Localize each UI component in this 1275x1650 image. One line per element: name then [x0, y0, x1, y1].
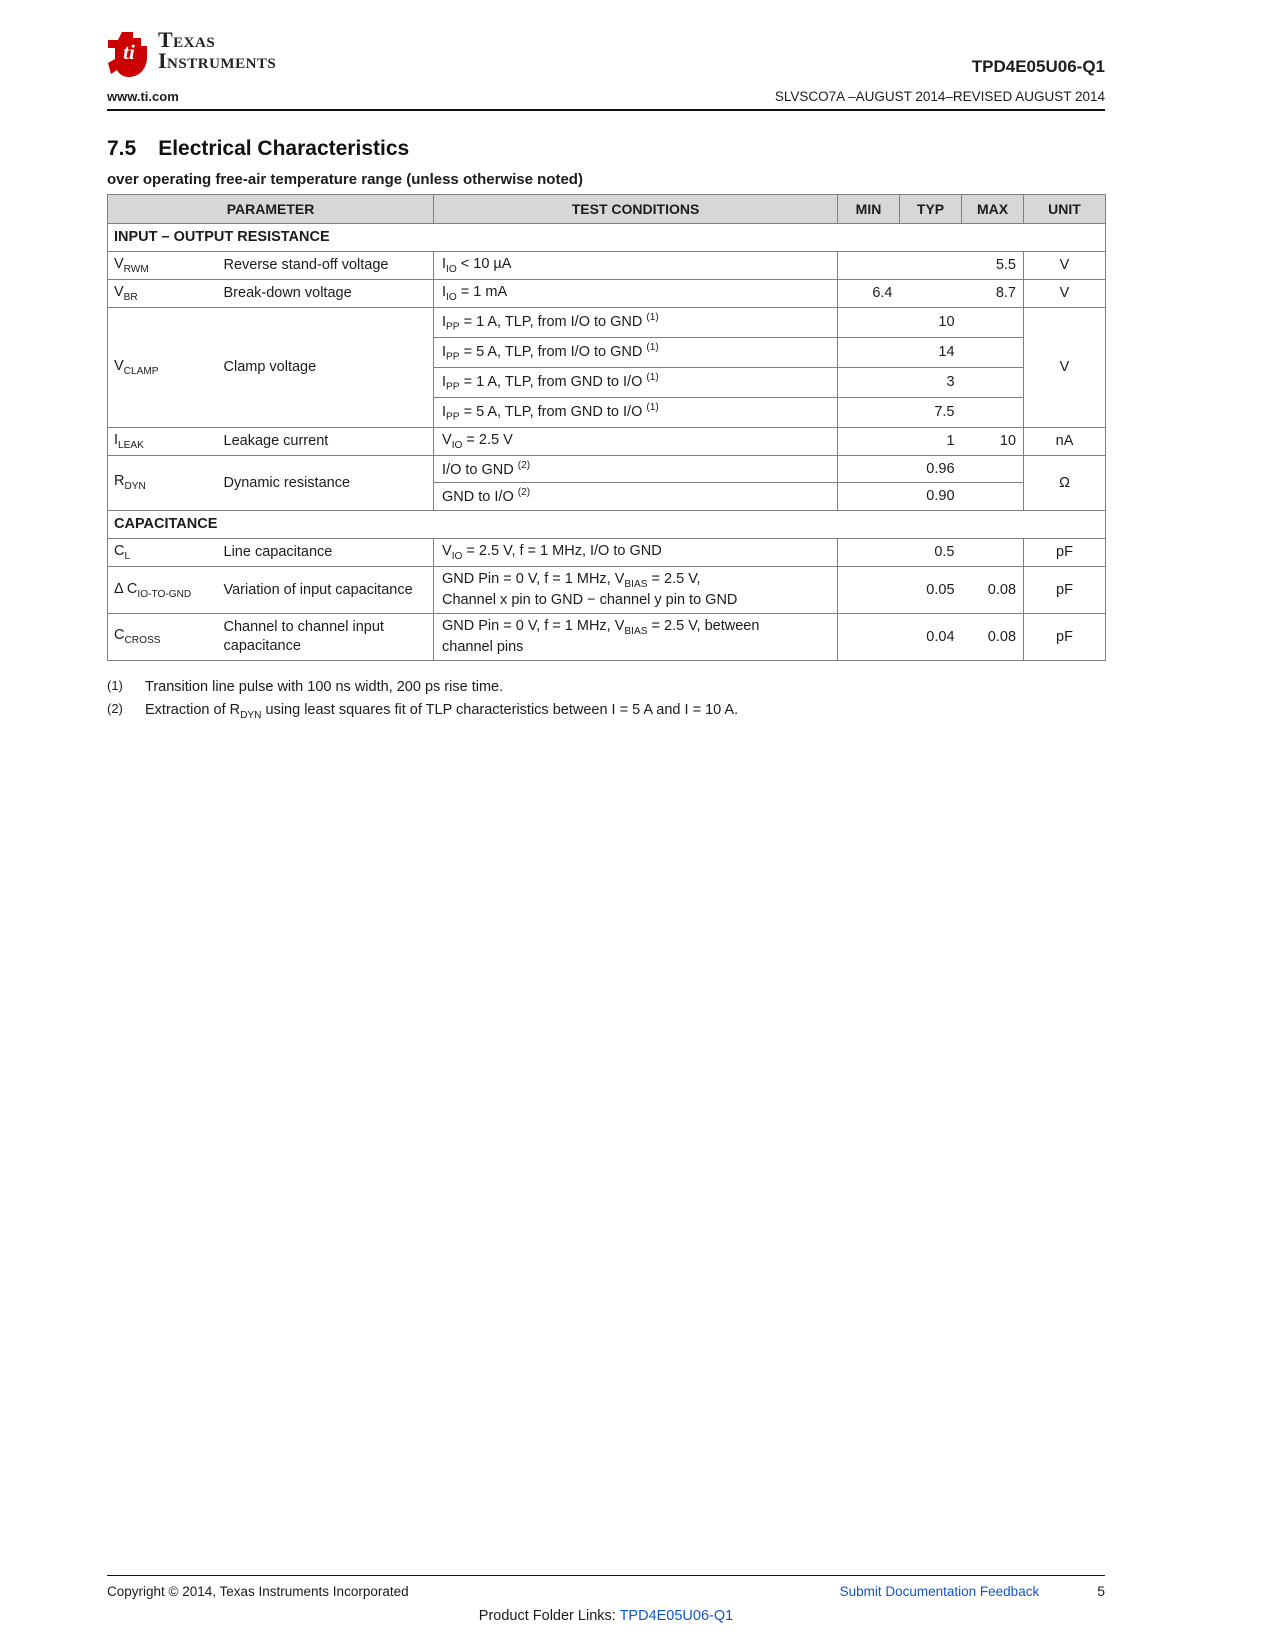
typ-value-cell: 0.96	[900, 455, 962, 483]
typ-value-cell: 0.05	[900, 567, 962, 614]
test-condition-cell: $I_{PP} = 1$ A, TLP, from I/O to GND $^{(1)}$	[434, 308, 838, 338]
subscript: DYN	[124, 481, 146, 493]
max-value-cell: 0.08	[962, 614, 1024, 661]
test-condition-cell: $I_{PP} = 5$ A, TLP, from I/O to GND $^{(1)}$	[434, 337, 838, 367]
max-value-cell	[962, 367, 1024, 397]
test-condition-cell: GND Pin = 0 V, f = 1 MHz, $V_{BIAS} = 2.5$ V, Channel x pin to GND − channel y pin to GND	[434, 567, 838, 614]
test-condition-cell: $I_{IO} < 10$ µA	[434, 251, 838, 279]
footnote-ref: (1)	[646, 371, 659, 383]
subscript: RWM	[123, 263, 149, 275]
subscript: PP	[446, 411, 460, 423]
typ-value-cell: 3	[900, 367, 962, 397]
footnotes	[107, 677, 1105, 723]
min-value-cell	[838, 614, 900, 661]
footnote-ref: (1)	[646, 341, 659, 353]
subscript: CROSS	[124, 635, 161, 647]
param-symbol-cell: $V_{BR}$	[108, 279, 216, 307]
table-row	[108, 279, 1106, 307]
footnote-ref: (1)	[646, 312, 659, 324]
typ-value-cell: 0.90	[900, 483, 962, 511]
footnote-marker: (1)	[107, 677, 123, 693]
test-condition-cell: I/O to GND $^{(2)}$	[434, 455, 838, 483]
ti-logo	[107, 27, 277, 80]
param-name-cell: Leakage current	[216, 427, 434, 455]
subscript: DYN	[240, 710, 262, 722]
max-value-cell: 10	[962, 427, 1024, 455]
footnote-ref: (1)	[646, 401, 659, 413]
subscript: BR	[123, 291, 138, 303]
footnote-text: Transition line pulse with 100 ns width, 200 ps rise time.	[145, 678, 504, 695]
typ-value-cell: 10	[900, 308, 962, 338]
unit-cell: Ω	[1024, 455, 1106, 510]
subscript: BIAS	[624, 625, 648, 637]
footer-row	[107, 1575, 1105, 1599]
subscript: IO	[451, 550, 463, 562]
unit-cell: pF	[1024, 539, 1106, 567]
table-header-row	[108, 195, 1106, 224]
footnote	[107, 677, 1105, 697]
test-condition-cell: $I_{IO} = 1$ mA	[434, 279, 838, 307]
footnote-marker: (2)	[107, 701, 123, 717]
param-symbol-cell: $R_{DYN}$	[108, 455, 216, 510]
typ-value-cell: 1	[900, 427, 962, 455]
section-row	[108, 511, 1106, 539]
min-value-cell	[838, 251, 900, 279]
column-header-typ: TYP	[900, 195, 962, 224]
param-name-cell: Variation of input capacitance	[216, 567, 434, 614]
min-value-cell	[838, 455, 900, 483]
subscript: BIAS	[624, 578, 648, 590]
max-value-cell	[962, 539, 1024, 567]
page-footer	[107, 1575, 1105, 1624]
max-value-cell	[962, 397, 1024, 427]
param-symbol-cell: Δ $C_{IO-TO-GND}$	[108, 567, 216, 614]
max-value-cell	[962, 483, 1024, 511]
part-number: TPD4E05U06-Q1	[971, 57, 1105, 76]
param-symbol-cell: $C_{CROSS}$	[108, 614, 216, 661]
param-name-cell: Break-down voltage	[216, 279, 434, 307]
unit-cell: V	[1024, 251, 1106, 279]
param-symbol-cell: $V_{CLAMP}$	[108, 308, 216, 428]
typ-value-cell: 0.5	[900, 539, 962, 567]
typ-value-cell	[900, 279, 962, 307]
subscript: PP	[446, 321, 460, 333]
section-subtitle: over operating free-air temperature range (unless otherwise noted)	[107, 171, 583, 188]
max-value-cell	[962, 308, 1024, 338]
copyright-notice: Copyright © 2014, Texas Instruments Incorporated	[107, 1584, 409, 1599]
column-header-unit: UNIT	[1024, 195, 1106, 224]
min-value-cell	[838, 367, 900, 397]
table-row	[108, 427, 1106, 455]
product-folder-label: Product Folder Links:	[478, 1608, 620, 1624]
min-value-cell	[838, 539, 900, 567]
param-symbol-cell: $I_{LEAK}$	[108, 427, 216, 455]
product-folder-line	[107, 1608, 1105, 1624]
typ-value-cell	[900, 251, 962, 279]
ti-bug-text: ti	[123, 40, 135, 64]
column-header-parameter: PARAMETER	[108, 195, 434, 224]
table-row	[108, 251, 1106, 279]
min-value-cell	[838, 397, 900, 427]
doc-revision-info: SLVSCO7A –AUGUST 2014–REVISED AUGUST 2014	[774, 89, 1105, 104]
subscript: PP	[446, 381, 460, 393]
unit-cell: pF	[1024, 614, 1106, 661]
test-condition-cell: $I_{PP} = 5$ A, TLP, from GND to I/O $^{(1)}$	[434, 397, 838, 427]
footnote-text: Extraction of $R_{DYN}$ using least squares fit of TLP characteristics between I = 5 A and I = 10 A.	[145, 702, 739, 722]
product-folder-link[interactable]: TPD4E05U06-Q1	[619, 1608, 734, 1624]
unit-cell: pF	[1024, 567, 1106, 614]
unit-cell: nA	[1024, 427, 1106, 455]
min-value-cell: 6.4	[838, 279, 900, 307]
logo-word-instruments: Instruments	[158, 47, 277, 73]
min-value-cell	[838, 567, 900, 614]
min-value-cell	[838, 308, 900, 338]
max-value-cell: 8.7	[962, 279, 1024, 307]
page-content	[107, 137, 1105, 723]
logo-word-texas: Texas	[158, 27, 216, 52]
test-condition-cell: GND Pin = 0 V, f = 1 MHz, $V_{BIAS} = 2.5$ V, between channel pins	[434, 614, 838, 661]
test-condition-cell: $V_{IO} = 2.5$ V, f = 1 MHz, I/O to GND	[434, 539, 838, 567]
section-heading	[107, 137, 1105, 161]
subscript: PP	[446, 351, 460, 363]
typ-value-cell: 7.5	[900, 397, 962, 427]
ti-bug-icon	[107, 30, 149, 80]
submit-feedback-link[interactable]: Submit Documentation Feedback	[839, 1584, 1040, 1599]
subscript: IO	[446, 263, 457, 275]
param-name-cell: Reverse stand-off voltage	[216, 251, 434, 279]
min-value-cell	[838, 337, 900, 367]
subscript: IO	[446, 291, 457, 303]
max-value-cell	[962, 455, 1024, 483]
section-label: INPUT – OUTPUT RESISTANCE	[108, 224, 1106, 252]
param-name-cell: Dynamic resistance	[216, 455, 434, 510]
max-value-cell	[962, 337, 1024, 367]
typ-value-cell: 0.04	[900, 614, 962, 661]
typ-value-cell: 14	[900, 337, 962, 367]
column-header-min: MIN	[838, 195, 900, 224]
test-condition-cell: $I_{PP} = 1$ A, TLP, from GND to I/O $^{(1)}$	[434, 367, 838, 397]
unit-cell: V	[1024, 279, 1106, 307]
param-symbol-cell: $C_L$	[108, 539, 216, 567]
footnote-ref: (2)	[517, 459, 531, 471]
table-body	[108, 224, 1106, 661]
max-value-cell: 5.5	[962, 251, 1024, 279]
test-condition-cell: GND to I/O $^{(2)}$	[434, 483, 838, 511]
max-value-cell: 0.08	[962, 567, 1024, 614]
unit-cell: V	[1024, 308, 1106, 428]
table-row	[108, 308, 1106, 338]
section-label: CAPACITANCE	[108, 511, 1106, 539]
footnote-ref: (2)	[517, 487, 531, 499]
table-row	[108, 455, 1106, 483]
subscript: IO-TO-GND	[137, 588, 192, 600]
subscript: IO	[451, 439, 463, 451]
header-right	[775, 57, 1105, 104]
footnote	[107, 700, 1105, 723]
column-header-test-conditions: TEST CONDITIONS	[434, 195, 838, 224]
ti-logo-wordmark	[158, 27, 277, 73]
subscript: LEAK	[118, 439, 144, 451]
param-name-cell: Clamp voltage	[216, 308, 434, 428]
param-symbol-cell: $V_{RWM}$	[108, 251, 216, 279]
subscript: CLAMP	[123, 365, 159, 377]
page-header	[107, 27, 1105, 111]
section-number: 7.5	[107, 137, 137, 160]
test-condition-cell: $V_{IO} = 2.5$ V	[434, 427, 838, 455]
table-row	[108, 567, 1106, 614]
min-value-cell	[838, 427, 900, 455]
table-row	[108, 614, 1106, 661]
subscript: L	[124, 550, 131, 562]
section-row	[108, 224, 1106, 252]
website-link[interactable]: www.ti.com	[107, 89, 179, 104]
table-row	[108, 539, 1106, 567]
page-number: 5	[1097, 1583, 1105, 1599]
section-title-text: Electrical Characteristics	[158, 137, 410, 160]
header-left	[107, 27, 277, 104]
electrical-characteristics-table	[107, 194, 1106, 661]
min-value-cell	[838, 483, 900, 511]
column-header-max: MAX	[962, 195, 1024, 224]
param-name-cell: Channel to channel input capacitance	[216, 614, 434, 661]
param-name-cell: Line capacitance	[216, 539, 434, 567]
